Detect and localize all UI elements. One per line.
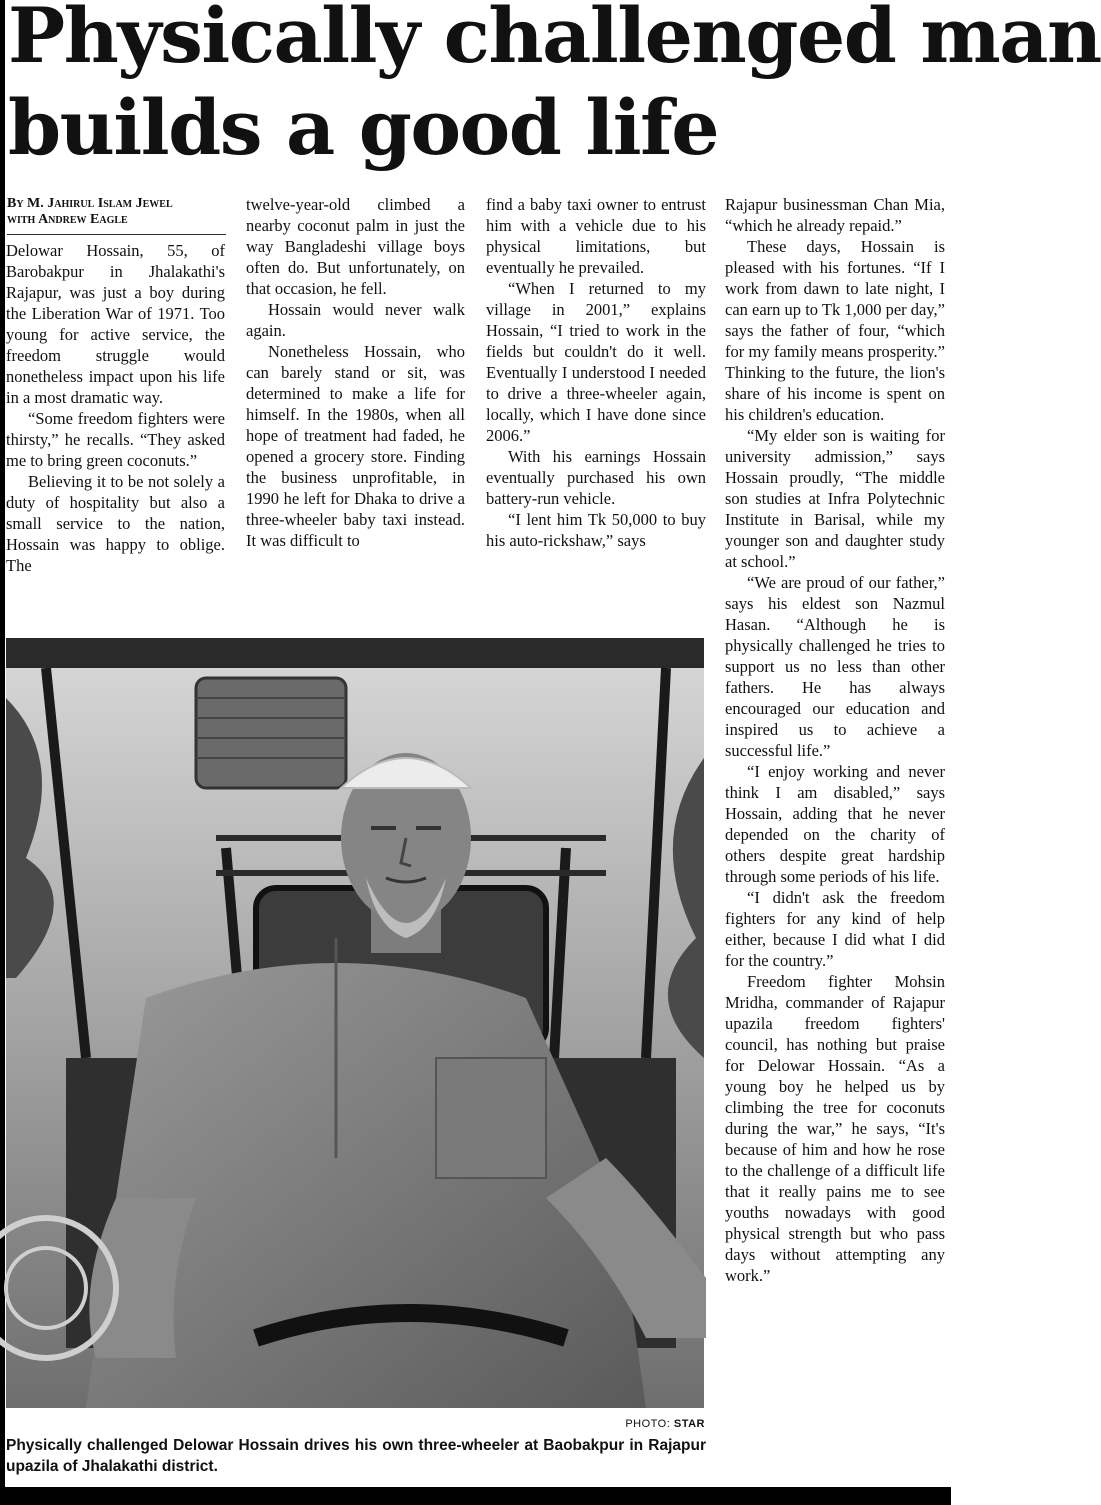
paragraph: “My elder son is waiting for university admission,” says Hossain proudly, “The middle son studies at Infra Polytechnic Institute in Barisal, while my younger son and daughter study at school.” — [725, 426, 945, 571]
paragraph: “When I returned to my village in 2001,” explains Hossain, “I tried to work in the fields but couldn't do it well. Eventually I understood I needed to drive a three-wheeler again, locally, which I have done since 2006.” — [486, 279, 706, 445]
page-bottom-border — [0, 1487, 951, 1505]
paragraph: Freedom fighter Mohsin Mridha, commander of Rajapur upazila freedom fighters' council, has nothing but praise for Delowar Hossain. “As a young boy he helped us by climbing the tree for coconuts during the war,” he says, “It's because of him and how he rose to the challenge of a difficult life that it really pains me to see youths nowadays with good physical strength but who pass days without attempting any work.” — [725, 972, 945, 1285]
photo-credit — [520, 1418, 705, 1430]
article-column-2 — [246, 194, 465, 551]
headline-line-1: Physically challenged man — [8, 0, 1101, 80]
headline-line-2: builds a good life — [8, 83, 719, 172]
paragraph: Delowar Hossain, 55, of Barobakpur in Jhalakathi's Rajapur, was just a boy during the Liberation War of 1971. Too young for active service, the freedom struggle would nonetheless impact upon his life in a most dramatic way. — [6, 241, 225, 407]
paragraph: These days, Hossain is pleased with his fortunes. “If I work from dawn to late night, I can earn up to Tk 1,000 per day,” says the father of four, “which for my family means prosperity.” Thinking to the future, the lion's share of his income is spent on his children's education. — [725, 237, 945, 424]
article-column-4 — [725, 194, 945, 1286]
byline — [7, 196, 229, 228]
paragraph: “We are proud of our father,” says his eldest son Nazmul Hasan. “Although he is physically challenged he tries to support us no less than other fathers. He has always encouraged our education and inspired us to achieve a successful life.” — [725, 573, 945, 760]
paragraph: “Some freedom fighters were thirsty,” he recalls. “They asked me to bring green coconuts.” — [6, 409, 225, 470]
article-column-3 — [486, 194, 706, 551]
paragraph: Nonetheless Hossain, who can barely stand or sit, was determined to make a life for himself. In the 1980s, when all hope of treatment had faded, he opened a grocery store. Finding the business unprofitable, in 1990 he left for Dhaka to drive a three-wheeler baby taxi instead. It was difficult to — [246, 342, 465, 550]
byline-divider — [7, 234, 226, 235]
paragraph: Believing it to be not solely a duty of hospitality but also a small service to the nation, Hossain was happy to oblige. The — [6, 472, 225, 575]
byline-author-1: By M. Jahirul Islam Jewel — [7, 196, 173, 211]
paragraph: With his earnings Hossain eventually purchased his own battery-run vehicle. — [486, 447, 706, 508]
paragraph: “I lent him Tk 50,000 to buy his auto-rickshaw,” says — [486, 510, 706, 550]
paragraph: “I didn't ask the freedom fighters for any kind of help either, because I did what I did for the country.” — [725, 888, 945, 970]
photo-credit-prefix: PHOTO: — [625, 1418, 674, 1430]
photo-credit-source: STAR — [673, 1418, 705, 1430]
page-left-border — [0, 0, 5, 1505]
paragraph: Hossain would never walk again. — [246, 300, 465, 340]
paragraph: “I enjoy working and never think I am disabled,” says Hossain, adding that he never depended on the charity of others despite great hardship through some periods of his life. — [725, 762, 945, 886]
paragraph: Rajapur businessman Chan Mia, “which he already repaid.” — [725, 195, 945, 235]
headline — [8, 0, 1101, 174]
photo-illustration — [6, 638, 704, 1408]
photo-caption: Physically challenged Delowar Hossain drives his own three-wheeler at Baobakpur in Rajapur upazila of Jhalakathi district. — [6, 1437, 706, 1475]
article-column-1 — [6, 240, 225, 576]
article-photo — [6, 638, 704, 1408]
byline-author-2: with Andrew Eagle — [7, 212, 128, 227]
paragraph: find a baby taxi owner to entrust him with a vehicle due to his physical limitations, but eventually he prevailed. — [486, 195, 706, 277]
paragraph: twelve-year-old climbed a nearby coconut palm in just the way Bangladeshi village boys often do. But unfortunately, on that occasion, he fell. — [246, 195, 465, 298]
